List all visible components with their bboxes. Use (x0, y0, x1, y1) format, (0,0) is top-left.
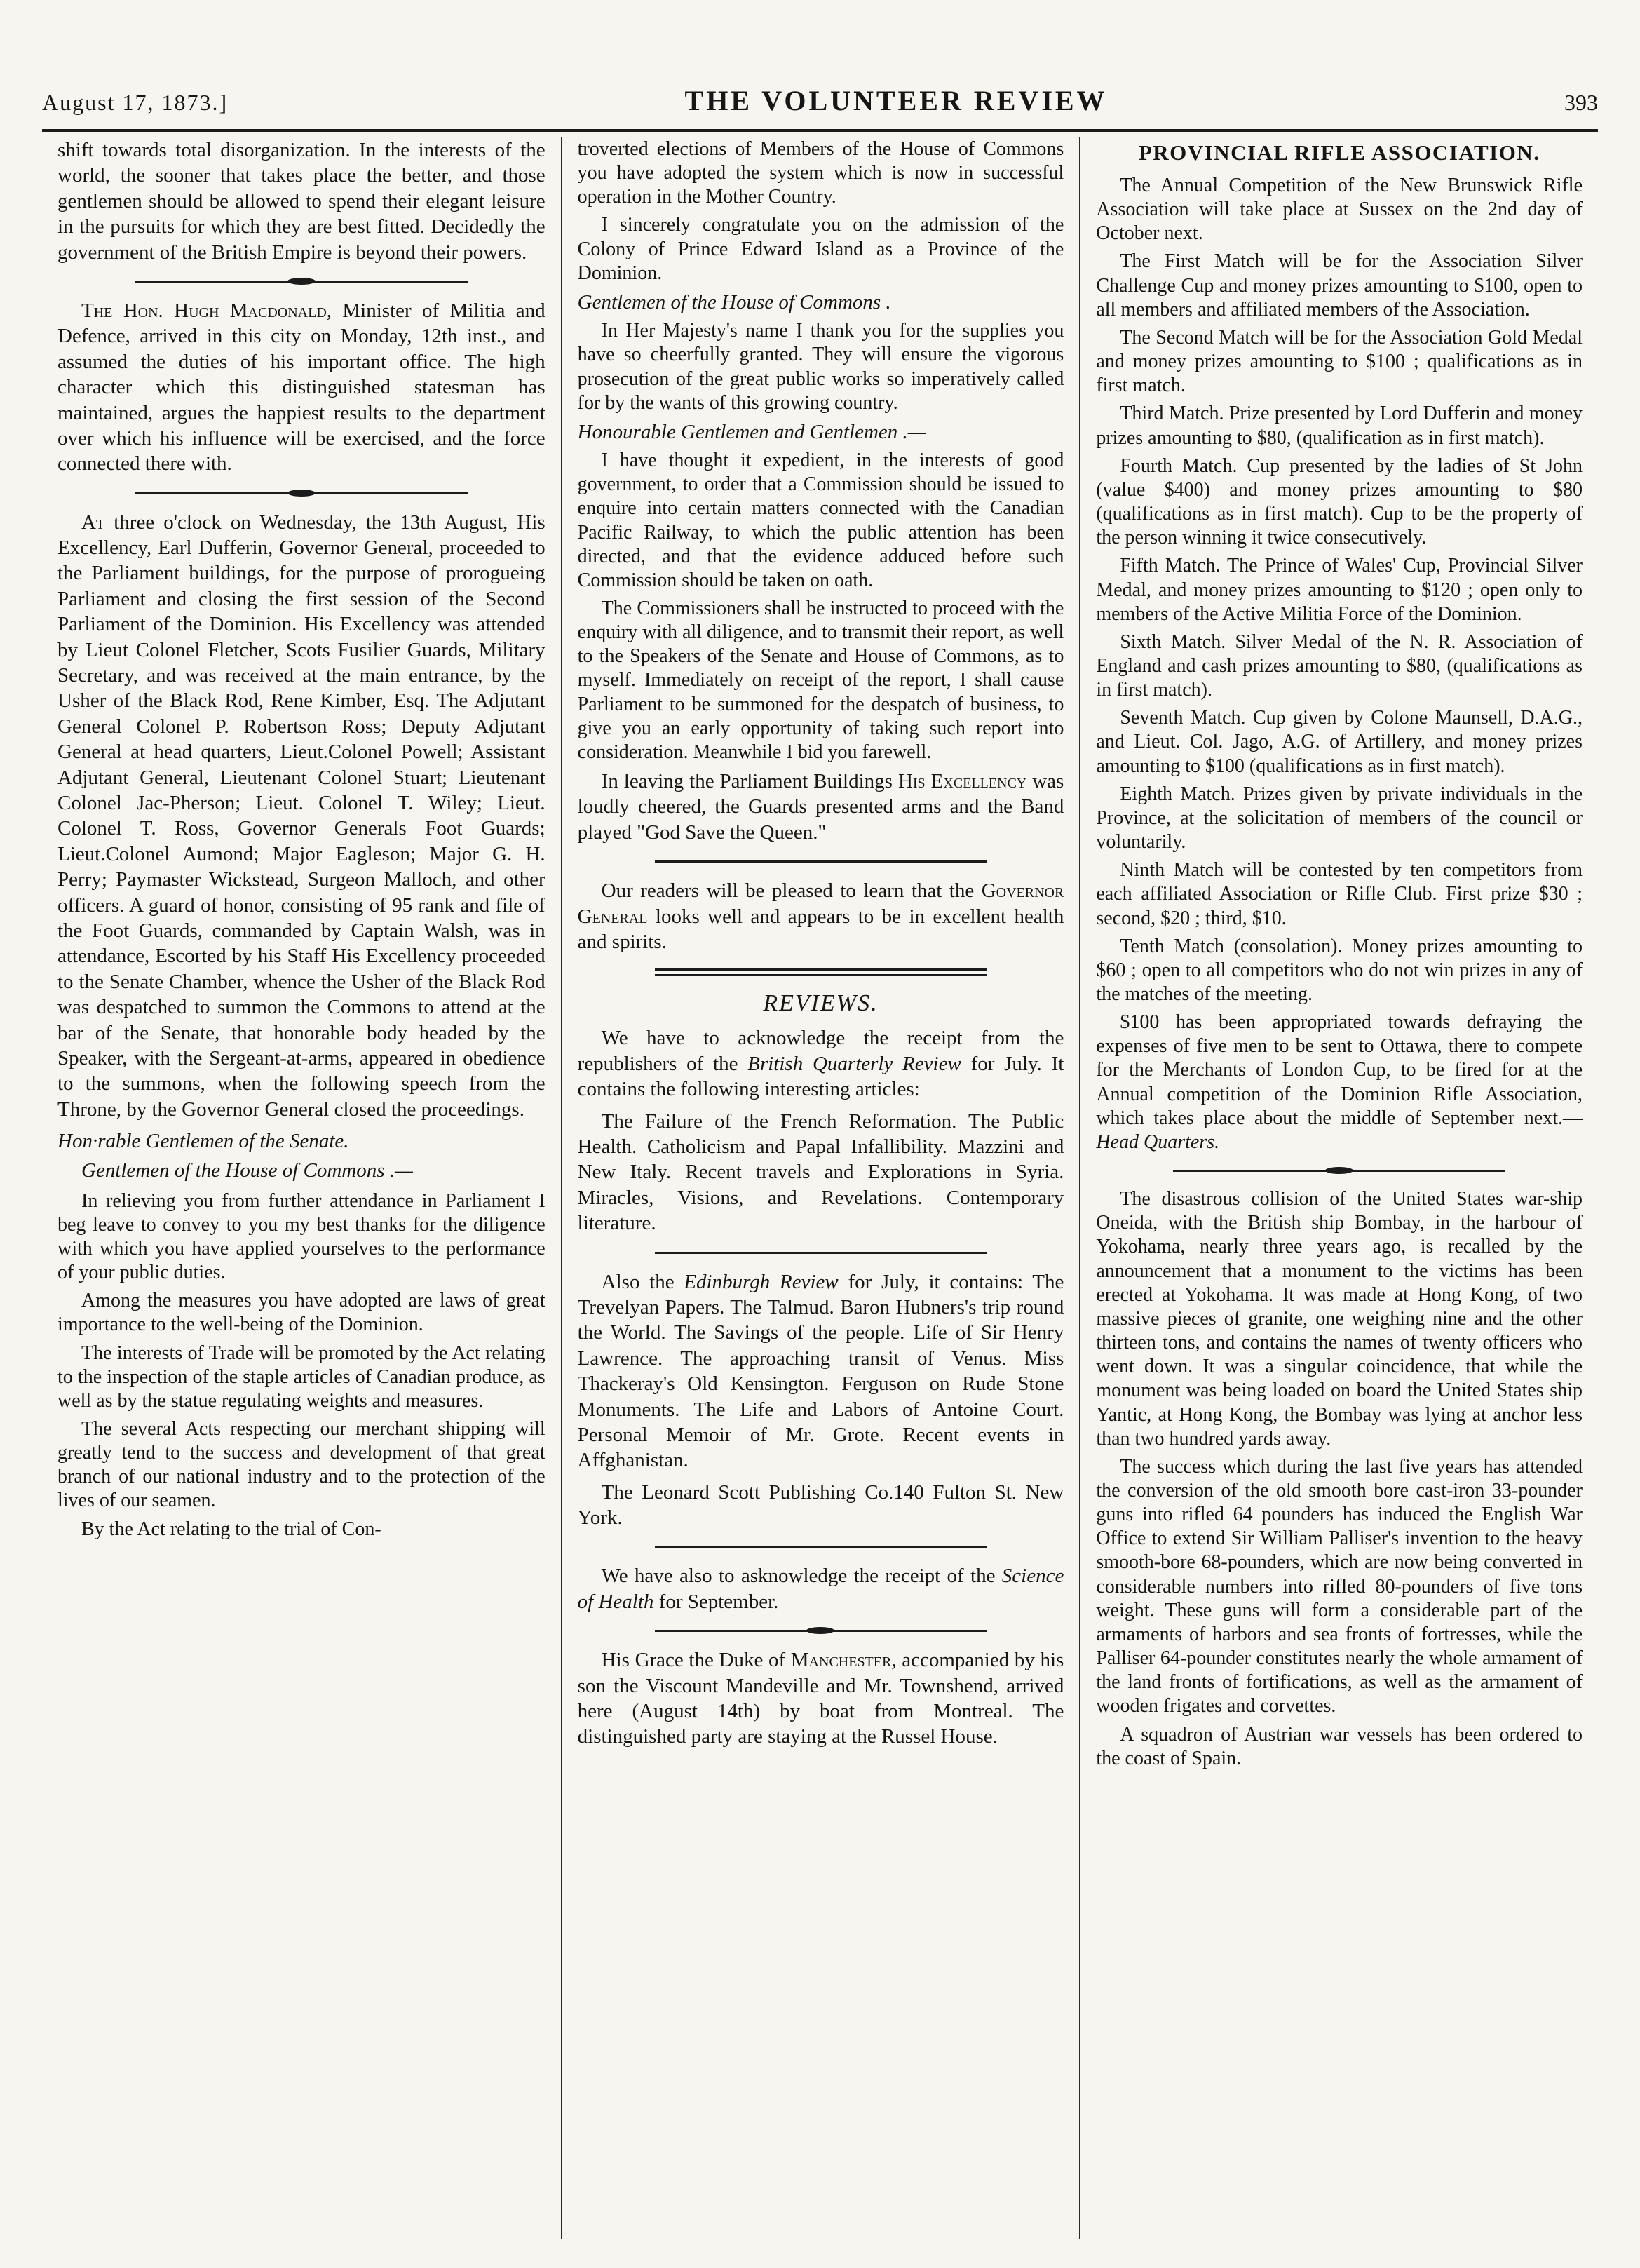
paragraph-text: Minister of Militia and Defence, arrived in this city on Monday, 12th inst., and assumed the duties of his important office. The high character which this distinguished statesman has maintained, argues the happiest results to the department over which his influence will be exercised, and the force connected there with. (57, 299, 545, 475)
section-divider (1173, 1170, 1505, 1172)
paragraph: In Her Majesty's name I thank you for the supplies you have so cheerfully granted. They will ensure the vigorous prosecution of the great public works so imperatively called for by the wants of this growing country. (577, 320, 1064, 414)
paragraph: The several Acts respecting our merchant shipping will greatly tend to the success and development of that great branch of our national industry and to the protection of the lives of our seamen. (57, 1417, 545, 1512)
paragraph: I have thought it expedient, in the interests of good government, to order that a Commission should be issued to enquire into certain matters connected with the Canadian Pacific Railway, to which the public attention has been directed, and that the evidence adduced before such Commission should be taken on oath. (577, 450, 1064, 591)
paragraph-text: was loudly cheered, the Guards presented arms and the Band played "God Save the Queen." (577, 770, 1064, 844)
page-header (42, 84, 1598, 132)
rifle-association-article (1096, 174, 1583, 1154)
small-caps-text: Manchester (790, 1649, 892, 1672)
paragraph-text: We have also to asknowledge the receipt of the (601, 1565, 1002, 1588)
paragraph (578, 1647, 1064, 1750)
section-divider (135, 492, 468, 494)
section-divider (655, 1630, 987, 1632)
paragraph-text: for September. (653, 1590, 779, 1613)
double-rule (655, 968, 987, 976)
speech-block (578, 137, 1064, 764)
paragraph: Sixth Match. Silver Medal of the N. R. Association of England and cash prizes amounting to $80, (qualifications as in first match). (1096, 630, 1583, 701)
paragraph: The disastrous collision of the United States war-ship Oneida, with the British ship Bombay, in the harbour of Yokohama, nearly three years ago, is recalled by the announcement that a monument to the victims has been erected at Yokohama. It was made at Hong Kong, of two massive pieces of granite, one weighing nine and the other thirteen tons, and contains the names of twenty officers who went down. It was a singular coincidence, that while the monument was being loaded on board the United States ship Yantic, at Hong Kong, the Bombay was lying at anchor less than two hundred yards away. (1096, 1188, 1583, 1450)
reviews-heading: REVIEWS. (763, 990, 879, 1017)
paragraph-text: three o'clock on Wednesday, the 13th August, His Excellency, Earl Dufferin, Governor General, proceeded to the Parliament buildings, for the purpose of prorogueing Parliament and closing the first session of the Second Parliament of the Dominion. His Excellency was attended by Lieut Colonel Fletcher, Scots Fusilier Guards, Military Secretary, and was received at the main entrance, by the Usher of the Black Rod, Rene Kimber, Esq. The Adjutant General Colonel P. Robertson Ross; Deputy Adjutant General at head quarters, Lieut.Colonel Powell; Assistant Adjutant General, Lieutenant Colonel Stuart; Lieutenant Colonel Jac-Pherson; Lieut. Colonel T. Wiley; Lieut. Colonel T. Ross, Governor Generals Foot Guards; Lieut.Colonel Aumond; Major Eagleson; Major G. H. Perry; Paymaster Wickstead, Surgeon Malloch, and other officers. A guard of honor, consisting of 95 rank and file of the Foot Guards, commanded by Captain Walsh, was in attendance, Escorted by his Staff His Excellency proceeded to the Senate Chamber, whence the Usher of the Black Rod was despatched to summon the Commons to attend at the bar of the Senate, that honorable body headed by the Speaker, with the Sergeant-at-arms, appeared in obedience to the summons, when the following speech from the Throne, by the Governor General closed the proceedings. (57, 511, 545, 1121)
salutation: Gentlemen of the House of Commons .— (81, 1159, 413, 1182)
paragraph-text: Also the (601, 1270, 684, 1293)
salutation: Honourable Gentlemen and Gentlemen .— (577, 420, 926, 443)
lead-text: At (81, 511, 105, 534)
paragraph: The Annual Competition of the New Brunswick Rifle Association will take place at Sussex on the 2nd day of October next. (1096, 175, 1583, 245)
paragraph (578, 1563, 1064, 1614)
italic-text: Edinburgh Review (684, 1270, 839, 1293)
issue-date: August 17, 1873.] (42, 90, 229, 115)
paragraph: shift towards total disorganization. In the interests of the world, the sooner that takes place the better, and those gentlemen should be allowed to spend their elegant leisure in the pursuits for which they are best fitted. Decidedly the government of the British Empire is beyond their powers. (57, 139, 545, 264)
paragraph: Among the measures you have adopted are laws of great importance to the well-being of the Dominion. (57, 1290, 545, 1336)
paragraph: Tenth Match (consolation). Money prizes amounting to $60 ; open to all competitors who do not win prizes in any of the matches of the meeting. (1096, 935, 1583, 1005)
paragraph: Third Match. Prize presented by Lord Dufferin and money prizes amounting to $80, (qualification as in first match). (1096, 403, 1583, 449)
paragraph-text: $100 has been appropriated towards defraying the expenses of five men to be sent to Ottawa, there to compete for the Merchants of London Cup, to be fired for at the Annual competition of the Dominion Rifle Association, which takes place about the middle of September next.— (1096, 1011, 1583, 1129)
italic-text: Head Quarters. (1096, 1130, 1220, 1153)
publication-title: THE VOLUNTEER REVIEW (684, 85, 1108, 116)
paragraph-text: looks well and appears to be in excellent health and spirits. (577, 905, 1064, 954)
paragraph: In relieving you from further attendance in Parliament I beg leave to convey to you my best thanks for the diligence with which you have applied yourselves to the performance of your public duties. (57, 1189, 545, 1284)
paragraph (578, 769, 1064, 845)
paragraph (578, 878, 1064, 954)
paragraph: The Leonard Scott Publishing Co.140 Fulton St. New York. (577, 1480, 1064, 1530)
paragraph-text: His Grace the Duke of (601, 1649, 791, 1672)
paragraph: Fourth Match. Cup presented by the ladies of St John (value $400) and money prizes amounting to $80 (qualifications as in first match). Cup to be the property of the person winning it twice consecutively. (1096, 454, 1583, 549)
paragraph: The Second Match will be for the Association Gold Medal and money prizes amounting to $100 ; qualifications as in first match. (1096, 326, 1583, 397)
paragraph: The interests of Trade will be promoted by the Act relating to the inspection of the staple articles of Canadian produce, as well as by the statue regulating weights and measures. (57, 1342, 545, 1412)
paragraph: The Commissioners shall be instructed to proceed with the enquiry with all diligence, and to transmit their report, as well to the Speakers of the Senate and House of Commons, as to myself. Immediately on receipt of the report, I shall cause Parliament to be summoned for the despatch of business, to give you an early opportunity of taking such report into consideration. Meanwhile I bid you farewell. (577, 598, 1064, 763)
small-caps-text: His Excellency (897, 770, 1027, 793)
paragraph-text: , accompanied by his son the Viscount Mandeville and Mr. Townshend, arrived here (August 14th) by boat from Montreal. The distinguished party are staying at the Russel House. (577, 1649, 1064, 1748)
italic-text: British Quarterly Review (747, 1052, 961, 1075)
small-caps-text: Governor General (577, 879, 1064, 928)
column-1 (42, 137, 561, 2239)
paragraph (57, 298, 545, 477)
paragraph-text: for July, it contains: The Trevelyan Papers. The Talmud. Baron Hubners's trip round the World. The Savings of the people. Life of Sir Henry Lawrence. The approaching transit of Venus. Miss Thackeray's Old Kensington. Ferguson on Rude Stone Monuments. The Life and Labors of Antoine Court. Personal Memoir of Mr. Grote. Recent events in Affghanistan. (577, 1270, 1064, 1472)
paragraph (578, 1025, 1064, 1102)
paragraph (578, 1269, 1064, 1473)
paragraph-text: Our readers will be pleased to learn that the (601, 879, 982, 903)
lead-text: The Hon. Hugh Macdonald, (81, 299, 332, 322)
paragraph-text: We have to acknowledge the receipt from the republishers of the (577, 1027, 1064, 1075)
paragraph-text: In leaving the Parliament Buildings (601, 770, 898, 793)
paragraph: The success which during the last five years has attended the conversion of the old smooth bore cast-iron 33-pounder guns into rifled 64 pounders has induced the English War Office to extend Sir William Palliser's invention to the heavy smooth-bore 68-pounders, which are now being converted in considerable numbers into rifled 80-pounders of five tons weight. These guns will form a considerable part of the armaments of harbors and sea fronts of fortresses, while the Palliser 64-pounder constitutes nearly the whole armament of the land fronts of fortifications, as well as the armament of wooden frigates and corvettes. (1096, 1455, 1583, 1717)
paragraph: Ninth Match will be contested by ten competitors from each affiliated Association or Rifle Club. First prize $30 ; second, $20 ; third, $10. (1096, 859, 1583, 929)
speech-block (57, 1189, 545, 1541)
paragraph: A squadron of Austrian war vessels has been ordered to the coast of Spain. (1096, 1723, 1583, 1769)
salutation: Gentlemen of the House of Commons . (577, 290, 891, 313)
paragraph: Seventh Match. Cup given by Colone Maunsell, D.A.G., and Lieut. Col. Jago, A.G. of Artillery, and money prizes amounting to $100 (qualifications as in first match). (1096, 707, 1583, 777)
section-divider (655, 1546, 987, 1548)
paragraph: I sincerely congratulate you on the admission of the Colony of Prince Edward Island as a Province of the Dominion. (577, 214, 1064, 284)
paragraph: The Failure of the French Reformation. The Public Health. Catholicism and Papal Infallibility. Mazzini and New Italy. Recent travels and Explorations in Syria. Miracles, Visions, and Revelations. Contemporary literature. (577, 1109, 1064, 1235)
page-number: 393 (1564, 90, 1598, 115)
paragraph: Fifth Match. The Prince of Wales' Cup, Provincial Silver Medal, and money prizes amounting to $120 ; open only to members of the Active Militia Force of the Dominion. (1096, 555, 1583, 625)
column-3 (1079, 137, 1598, 2239)
paragraph: By the Act relating to the trial of Con- (81, 1518, 381, 1540)
column-2 (561, 137, 1080, 2239)
italic-text: Science of Health (577, 1565, 1064, 1613)
paragraph (1096, 1011, 1583, 1154)
salutation: Hon·rable Gentlemen of the Senate. (57, 1130, 349, 1153)
paragraph-text: for July. It contains the following interesting articles: (577, 1052, 1064, 1101)
section-divider (655, 1252, 987, 1254)
section-divider (655, 860, 987, 863)
article-columns (42, 137, 1598, 2239)
section-divider (135, 281, 468, 283)
paragraph: troverted elections of Members of the House of Commons you have adopted the system which is now in successful operation in the Mother Country. (577, 138, 1064, 208)
news-items (1096, 1187, 1583, 1771)
paragraph: The First Match will be for the Association Silver Challenge Cup and money prizes amounting to $100, open to all members and affiliated members of the Association. (1096, 250, 1583, 320)
paragraph: Eighth Match. Prizes given by private individuals in the Province, at the solicitation of members of the council or voluntarily. (1096, 783, 1583, 853)
rifle-association-heading: PROVINCIAL RIFLE ASSOCIATION. (1138, 140, 1540, 165)
paragraph (57, 510, 545, 1122)
